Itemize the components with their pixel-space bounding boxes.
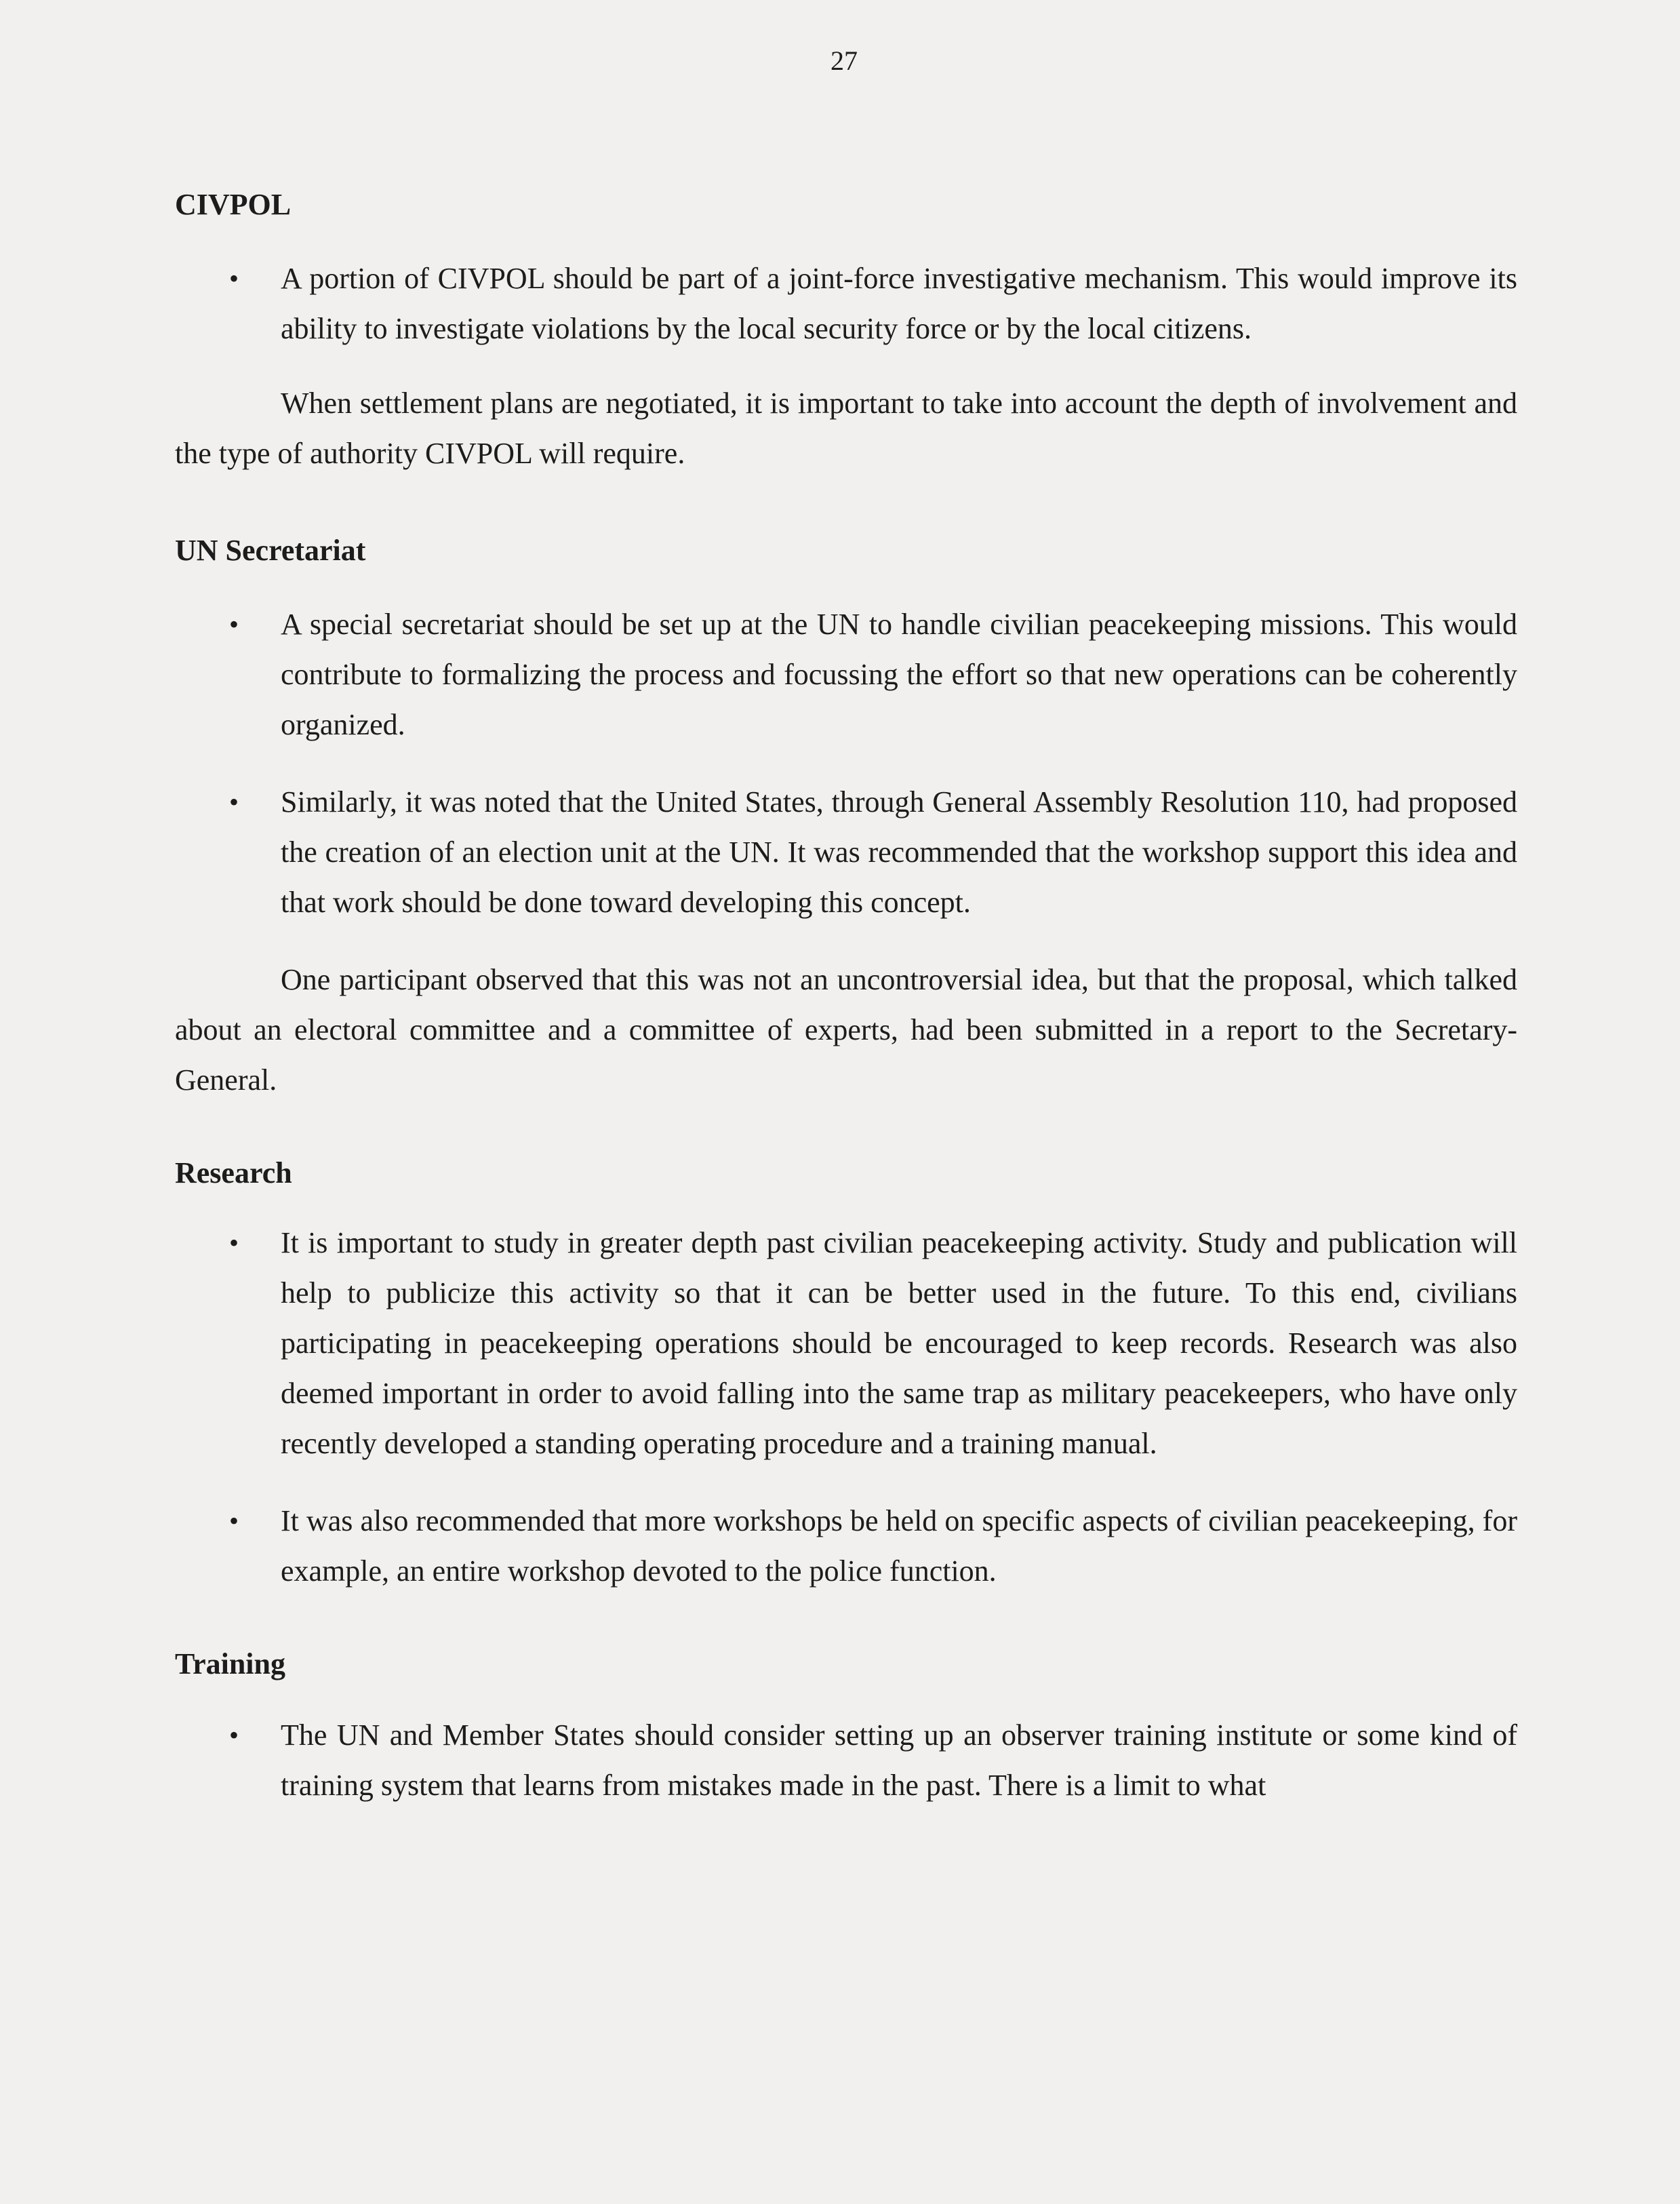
section-heading-training: Training xyxy=(175,1647,286,1680)
bullet-icon: • xyxy=(229,787,239,817)
bullet-icon: • xyxy=(229,263,239,294)
bullet-text: A special secretariat should be set up at the UN to handle civilian peacekeeping missions. This would contribute to formalizing the process and focussing the effort so that new operations can be coherently organized. xyxy=(281,608,1517,741)
bullet-text: It is important to study in greater depth past civilian peacekeeping activity. Study and publication will help to publicize this activity so that it can be better used in the future. To this end, civilians participating in peacekeeping operations should be encouraged to keep records. Research was also deemed important in order to avoid falling into the same trap as military peacekeepers, who have only recently developed a standing operating procedure and a training manual. xyxy=(281,1226,1517,1460)
bullet-text: The UN and Member States should consider setting up an observer training institute or some kind of training system that learns from mistakes made in the past. There is a limit to what xyxy=(281,1718,1517,1802)
paragraph: One participant observed that this was not an uncontroversial idea, but that the proposal, which talked about an electoral committee and a committee of experts, had been submitted in a report to the Secretary-General. xyxy=(175,963,1517,1097)
bullet-item xyxy=(175,1218,1517,1469)
bullet-item xyxy=(175,1496,1517,1596)
bullet-item xyxy=(175,1710,1517,1811)
bullet-text: Similarly, it was noted that the United States, through General Assembly Resolution 110, had proposed the creation of an election unit at the UN. It was recommended that the workshop support this idea and that work should be done toward developing this concept. xyxy=(281,785,1517,919)
bullet-item xyxy=(175,599,1517,750)
bullet-item xyxy=(175,254,1517,354)
section-heading-civpol: CIVPOL xyxy=(175,188,292,221)
bullet-icon: • xyxy=(229,1227,239,1258)
bullet-icon: • xyxy=(229,609,239,639)
bullet-icon: • xyxy=(229,1720,239,1750)
bullet-icon: • xyxy=(229,1506,239,1536)
document-body xyxy=(175,183,1517,1811)
bullet-text: It was also recommended that more workshops be held on specific aspects of civilian peacekeeping, for example, an entire workshop devoted to the police function. xyxy=(281,1504,1517,1588)
bullet-text: A portion of CIVPOL should be part of a joint-force investigative mechanism. This would improve its ability to investigate violations by the local security force or by the local citizens. xyxy=(281,262,1517,345)
section-heading-research: Research xyxy=(175,1156,292,1189)
section-heading-un-secretariat: UN Secretariat xyxy=(175,534,366,567)
paragraph: When settlement plans are negotiated, it is important to take into account the depth of involvement and the type of authority CIVPOL will require. xyxy=(175,387,1517,470)
page-number: 27 xyxy=(831,45,858,76)
bullet-item xyxy=(175,777,1517,928)
